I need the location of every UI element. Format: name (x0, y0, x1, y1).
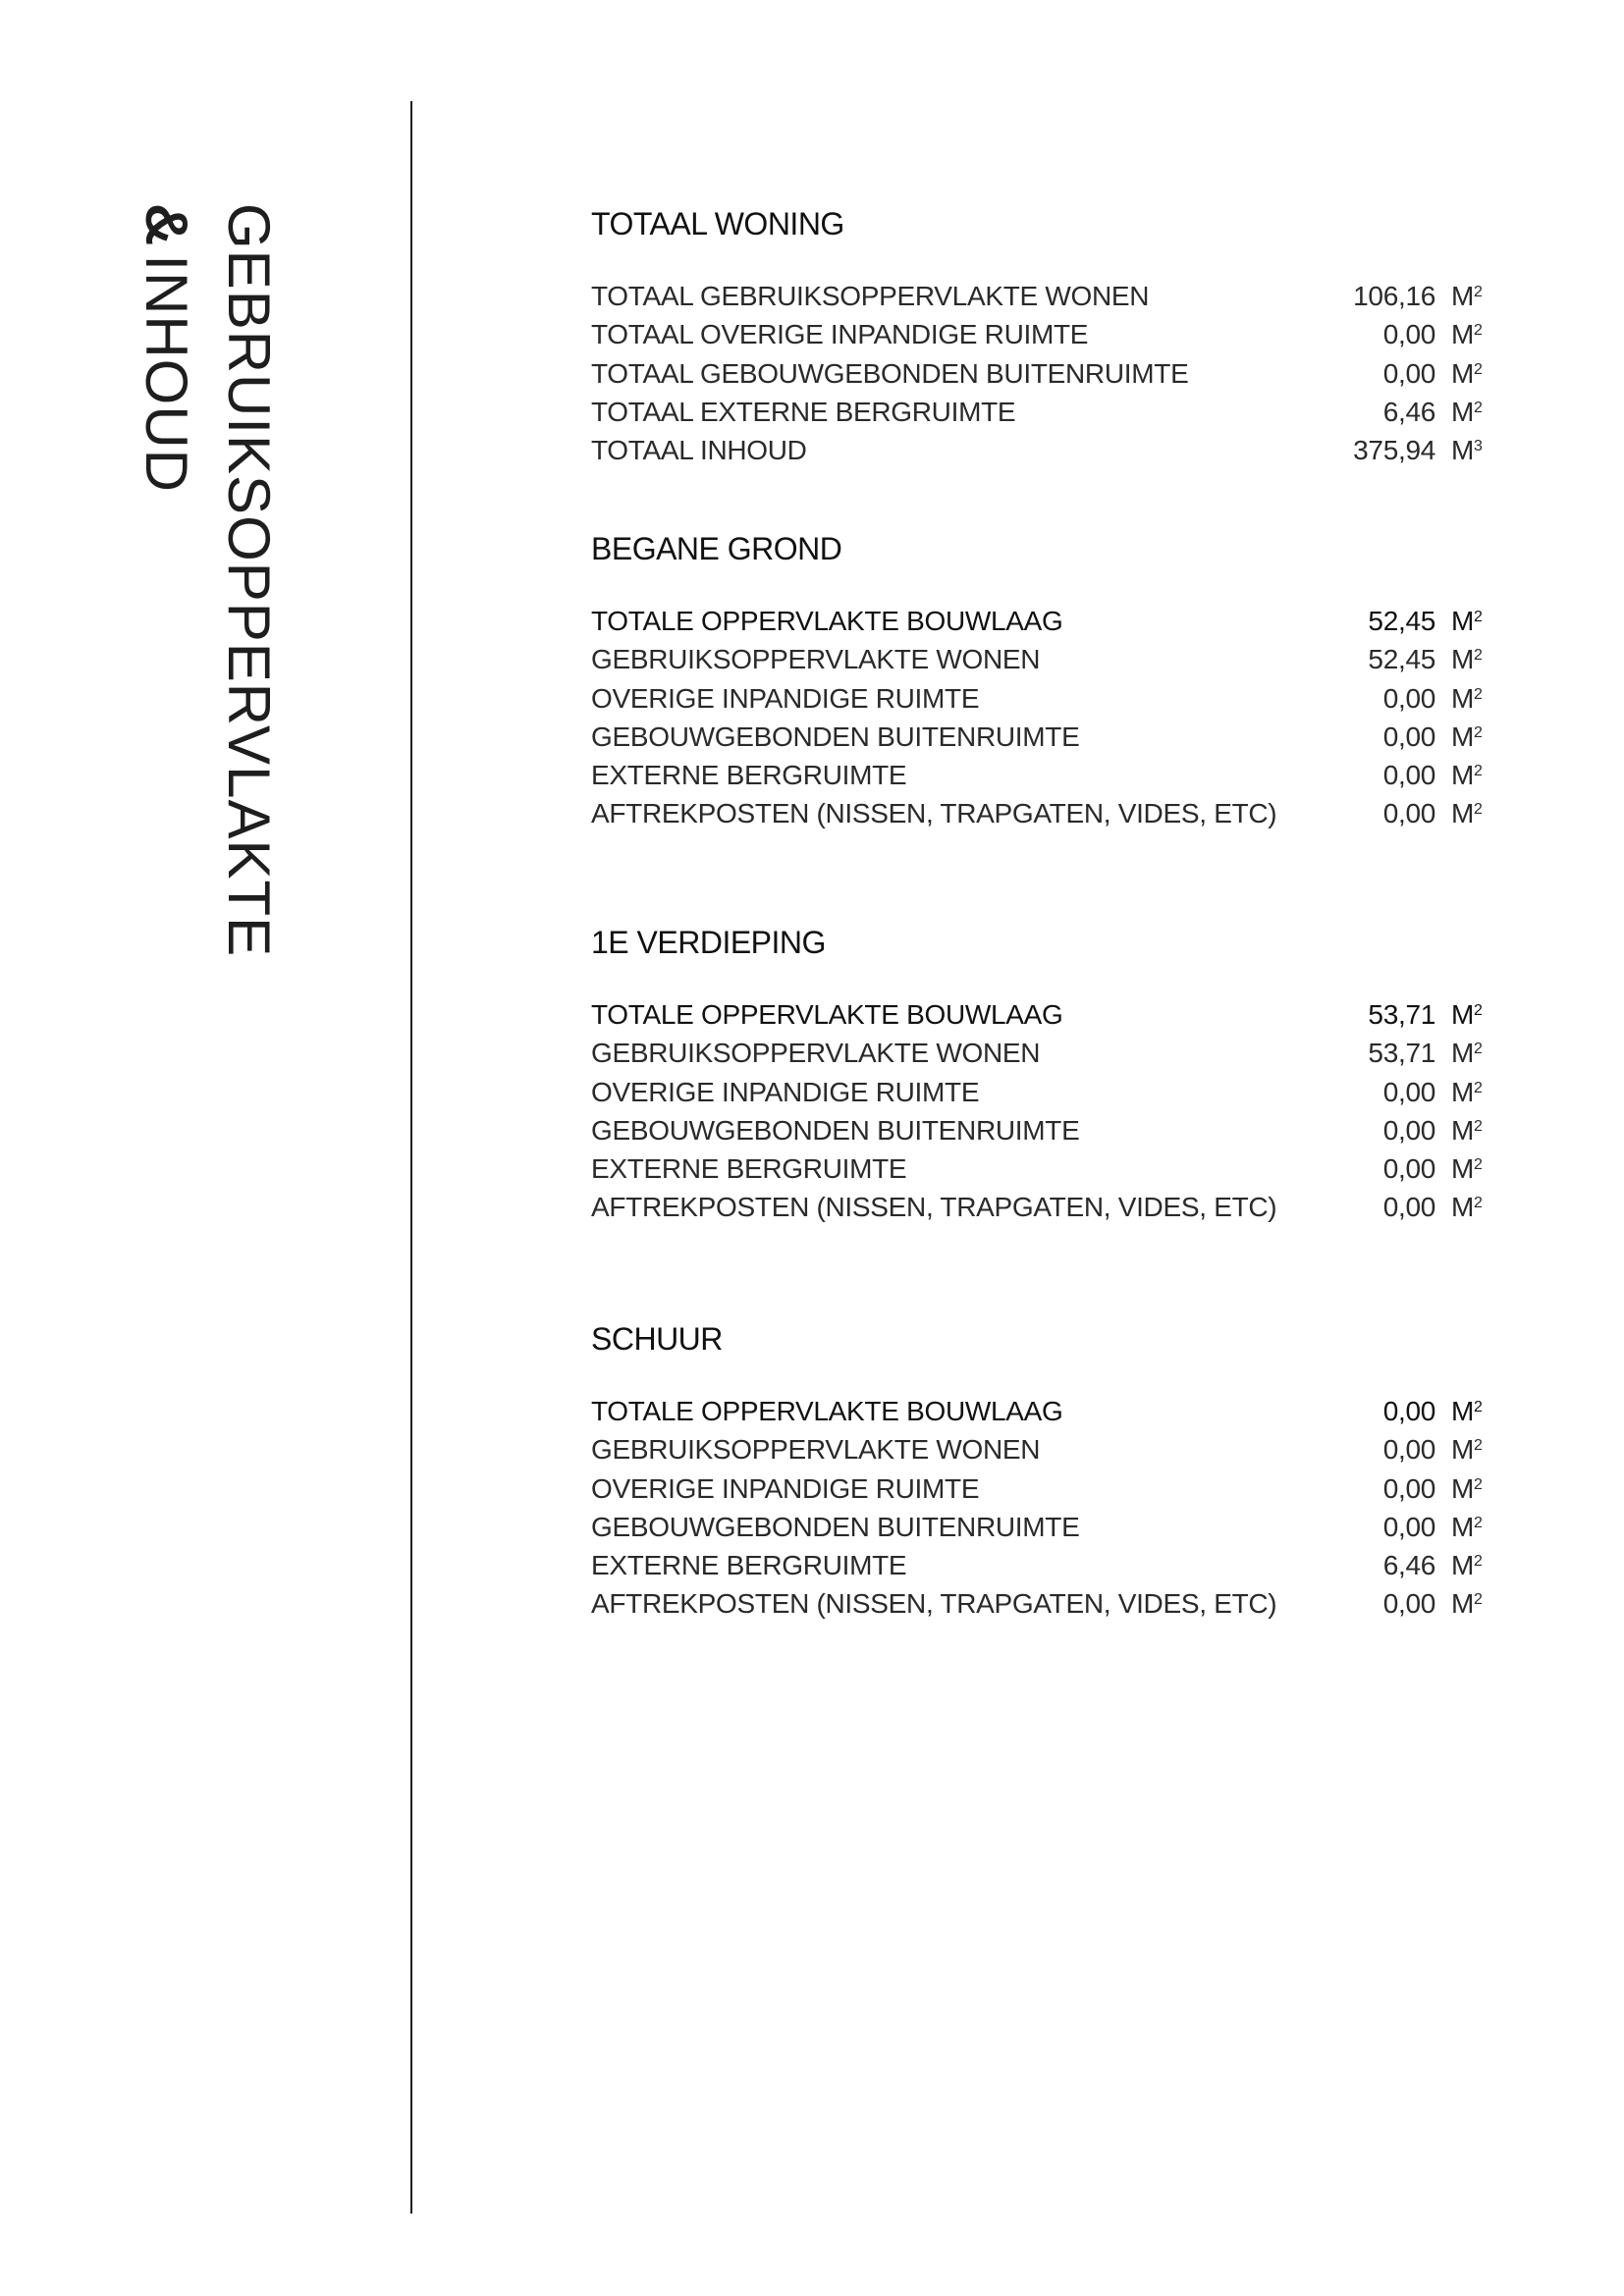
row-label: TOTALE OPPERVLAKTE BOUWLAAG (591, 1396, 1063, 1426)
table-row (591, 350, 1494, 389)
table-row-total (591, 1388, 1494, 1426)
row-value: 0,00 (1382, 760, 1435, 791)
row-label: GEBOUWGEBONDEN BUITENRUIMTE (591, 721, 1080, 752)
row-unit: $M^2$ (1451, 721, 1483, 752)
row-label: EXTERNE BERGRUIMTE (591, 1153, 907, 1185)
section-title: 1E VERDIEPING (591, 925, 826, 960)
table-row (591, 790, 1494, 828)
row-unit: $M^2$ (1451, 606, 1483, 636)
row-label: AFTREKPOSTEN (NISSEN, TRAPGATEN, VIDES, ETC) (591, 1588, 1277, 1620)
row-label: GEBOUWGEBONDEN BUITENRUIMTE (591, 1511, 1080, 1542)
row-unit: $M^2$ (1451, 760, 1483, 791)
row-label: TOTALE OPPERVLAKTE BOUWLAAG (591, 606, 1063, 636)
table-row (591, 1542, 1494, 1580)
row-unit: $M^3$ (1451, 435, 1483, 466)
row-unit: $M^2$ (1451, 644, 1483, 675)
table-row (591, 1069, 1494, 1107)
table-row-total (591, 991, 1494, 1030)
row-label: GEBRUIKSOPPERVLAKTE WONEN (591, 1038, 1041, 1069)
row-unit: $M^2$ (1451, 1114, 1483, 1146)
row-unit: $M^2$ (1451, 357, 1483, 389)
row-label: EXTERNE BERGRUIMTE (591, 760, 907, 791)
row-unit: $M^2$ (1451, 319, 1483, 350)
row-value: 106,16 (1353, 281, 1435, 311)
row-unit: $M^2$ (1451, 1038, 1483, 1069)
section-totaal-woning (591, 204, 1494, 465)
page-title-line2-text: INHOUD (134, 254, 199, 494)
row-label: TOTALE OPPERVLAKTE BOUWLAAG (591, 999, 1063, 1030)
section-rows (591, 991, 1494, 1223)
row-unit: $M^2$ (1451, 1472, 1483, 1504)
table-row (591, 714, 1494, 752)
row-unit: $M^2$ (1451, 1434, 1483, 1466)
page-title-line1: GEBRUIKSOPPERVLAKTE (216, 203, 282, 958)
section-title: SCHUUR (591, 1321, 723, 1357)
table-row-total (591, 598, 1494, 636)
row-value: 52,45 (1368, 644, 1435, 675)
row-value: 53,71 (1368, 1038, 1435, 1069)
section-schuur (591, 1319, 1494, 1620)
table-row (591, 389, 1494, 427)
row-label: OVERIGE INPANDIGE RUIMTE (591, 1472, 980, 1504)
table-row (591, 675, 1494, 714)
row-value: 0,00 (1382, 1076, 1435, 1107)
row-label: OVERIGE INPANDIGE RUIMTE (591, 1076, 980, 1107)
row-label: TOTAAL GEBRUIKSOPPERVLAKTE WONEN (591, 281, 1150, 311)
row-label: AFTREKPOSTEN (NISSEN, TRAPGATEN, VIDES, ETC) (591, 798, 1277, 829)
row-value: 0,00 (1382, 721, 1435, 752)
row-value: 0,00 (1382, 1153, 1435, 1185)
table-row (591, 1466, 1494, 1504)
row-label: OVERIGE INPANDIGE RUIMTE (591, 682, 980, 714)
row-value: 0,00 (1382, 1511, 1435, 1542)
row-label: TOTAAL OVERIGE INPANDIGE RUIMTE (591, 319, 1089, 350)
row-value: 0,00 (1382, 682, 1435, 714)
section-title: BEGANE GROND (591, 531, 842, 566)
section-rows (591, 598, 1494, 829)
row-value: 0,00 (1382, 1396, 1435, 1426)
vertical-divider (410, 101, 412, 2214)
row-value: 0,00 (1382, 1434, 1435, 1466)
table-row (591, 1580, 1494, 1619)
row-value: 52,45 (1368, 606, 1435, 636)
section-rows (591, 1388, 1494, 1620)
row-value: 0,00 (1382, 1192, 1435, 1223)
row-value: 0,00 (1382, 1472, 1435, 1504)
section-rows (591, 273, 1494, 465)
table-row (591, 752, 1494, 790)
row-value: 0,00 (1382, 1114, 1435, 1146)
row-unit: $M^2$ (1451, 1153, 1483, 1185)
row-label: AFTREKPOSTEN (NISSEN, TRAPGATEN, VIDES, ETC) (591, 1192, 1277, 1223)
row-label: GEBRUIKSOPPERVLAKTE WONEN (591, 644, 1041, 675)
row-label: TOTAAL EXTERNE BERGRUIMTE (591, 396, 1016, 427)
row-value: 53,71 (1368, 999, 1435, 1030)
row-unit: $M^2$ (1451, 999, 1483, 1030)
row-value: 6,46 (1382, 1550, 1435, 1581)
row-value: 0,00 (1382, 357, 1435, 389)
row-value: 6,46 (1382, 396, 1435, 427)
row-value: 0,00 (1382, 319, 1435, 350)
row-unit: $M^2$ (1451, 396, 1483, 427)
row-unit: $M^2$ (1451, 1511, 1483, 1542)
row-value: 0,00 (1382, 1588, 1435, 1620)
row-unit: $M^2$ (1451, 1192, 1483, 1223)
row-label: TOTAAL INHOUD (591, 435, 807, 466)
table-row (591, 636, 1494, 674)
table-row (591, 273, 1494, 311)
row-unit: $M^2$ (1451, 281, 1483, 311)
row-unit: $M^2$ (1451, 1396, 1483, 1426)
page-title (125, 203, 290, 957)
row-label: TOTAAL GEBOUWGEBONDEN BUITENRUIMTE (591, 357, 1189, 389)
row-unit: $M^2$ (1451, 1076, 1483, 1107)
row-value: 0,00 (1382, 798, 1435, 829)
page-title-line2 (125, 203, 207, 957)
section-title: TOTAAL WONING (591, 206, 844, 241)
row-unit: $M^2$ (1451, 798, 1483, 829)
table-row (591, 1184, 1494, 1222)
section-1e-verdieping (591, 923, 1494, 1223)
section-begane-grond (591, 529, 1494, 829)
row-label: GEBOUWGEBONDEN BUITENRUIMTE (591, 1114, 1080, 1146)
row-label: EXTERNE BERGRUIMTE (591, 1550, 907, 1581)
table-row (591, 1504, 1494, 1542)
row-unit: $M^2$ (1451, 1588, 1483, 1620)
table-row (591, 1146, 1494, 1184)
row-value: 375,94 (1353, 435, 1435, 466)
table-row (591, 311, 1494, 349)
table-row (591, 1107, 1494, 1146)
row-unit: $M^2$ (1451, 682, 1483, 714)
table-row (591, 427, 1494, 465)
table-row (591, 1426, 1494, 1465)
row-label: GEBRUIKSOPPERVLAKTE WONEN (591, 1434, 1041, 1466)
row-unit: $M^2$ (1451, 1550, 1483, 1581)
table-row (591, 1030, 1494, 1068)
ampersand: & (134, 203, 199, 247)
